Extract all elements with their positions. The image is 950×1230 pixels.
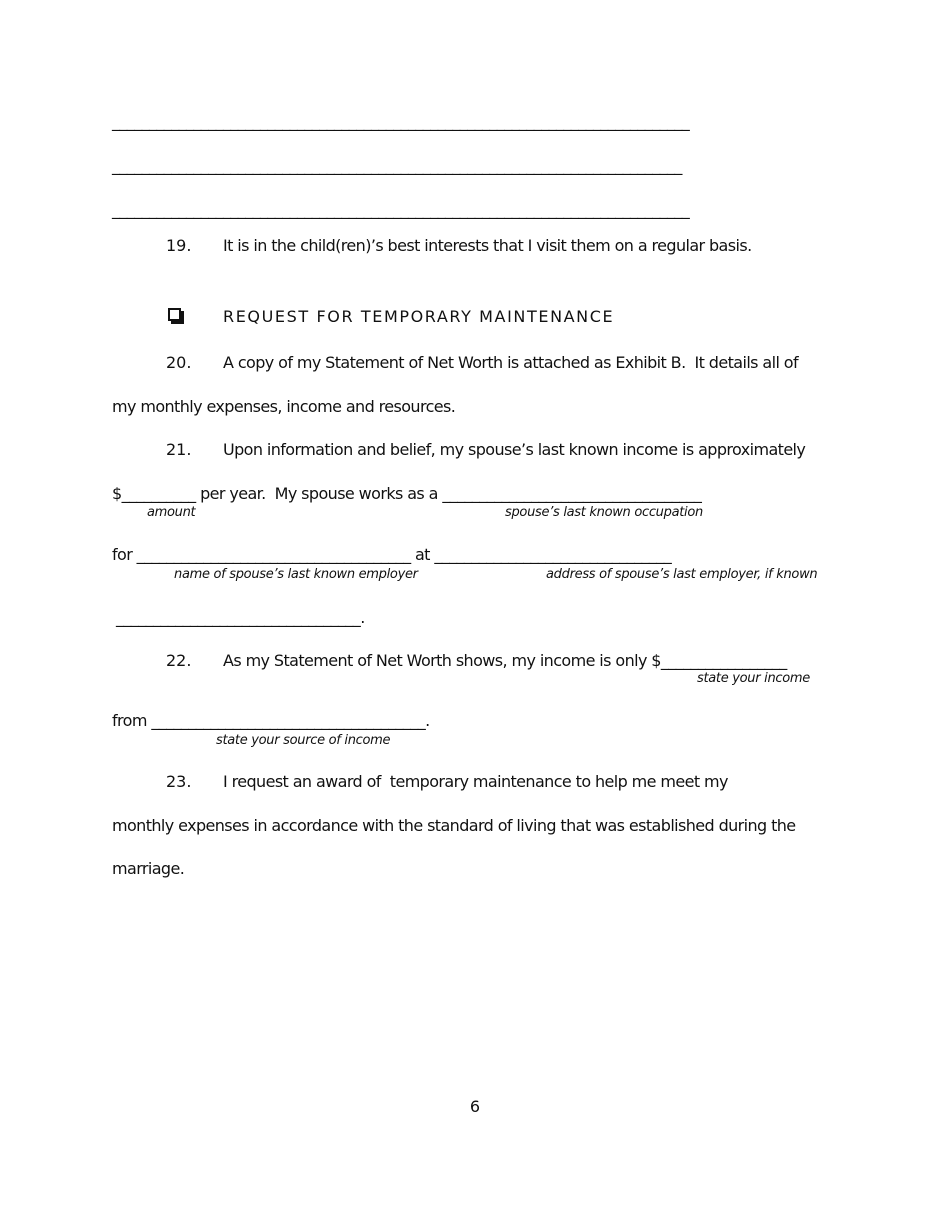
para-21-line-1: Upon information and belief, my spouse’s last known income is approximately (223, 440, 806, 459)
caption-your-income: state your income (697, 671, 810, 686)
blank-line-3: ______________________________________________________________________________ (112, 200, 690, 219)
blank-line-1: ______________________________________________________________________________ (112, 112, 690, 131)
para-22-number: 22. (166, 651, 192, 670)
para-23-line-2: monthly expenses in accordance with the standard of living that was established during the (112, 816, 796, 835)
income-source-line[interactable]: from _____________________________________. (112, 711, 430, 730)
caption-employer-address: address of spouse’s last employer, if known (546, 567, 818, 582)
para-20-line-2: my monthly expenses, income and resources. (112, 397, 456, 416)
para-21-number: 21. (166, 440, 192, 459)
para-23-line-3: marriage. (112, 859, 185, 878)
caption-occupation: spouse’s last known occupation (505, 505, 703, 520)
your-income-line[interactable]: As my Statement of Net Worth shows, my income is only $_________________ (223, 651, 787, 670)
para-23-number: 23. (166, 772, 192, 791)
employer-address-continuation-line[interactable]: _________________________________. (116, 608, 365, 627)
spouse-employer-line[interactable]: for _____________________________________ at ________________________________ (112, 545, 672, 564)
caption-amount: amount (147, 505, 196, 520)
blank-line-2: _____________________________________________________________________________ (112, 156, 682, 175)
caption-income-source: state your source of income (216, 733, 391, 748)
maintenance-request-checkbox[interactable] (168, 308, 181, 321)
para-19-text: It is in the child(ren)’s best interests that I visit them on a regular basis. (223, 236, 752, 255)
section-heading: REQUEST FOR TEMPORARY MAINTENANCE (223, 307, 615, 326)
para-19-number: 19. (166, 236, 192, 255)
spouse-income-occupation-line[interactable]: $__________ per year. My spouse works as a ___________________________________ (112, 484, 702, 503)
page-number: 6 (469, 1097, 481, 1116)
para-23-line-1: I request an award of temporary maintenance to help me meet my (223, 772, 728, 791)
para-20-number: 20. (166, 353, 192, 372)
caption-employer: name of spouse’s last known employer (174, 567, 418, 582)
para-20-line-1: A copy of my Statement of Net Worth is attached as Exhibit B. It details all of (223, 353, 798, 372)
